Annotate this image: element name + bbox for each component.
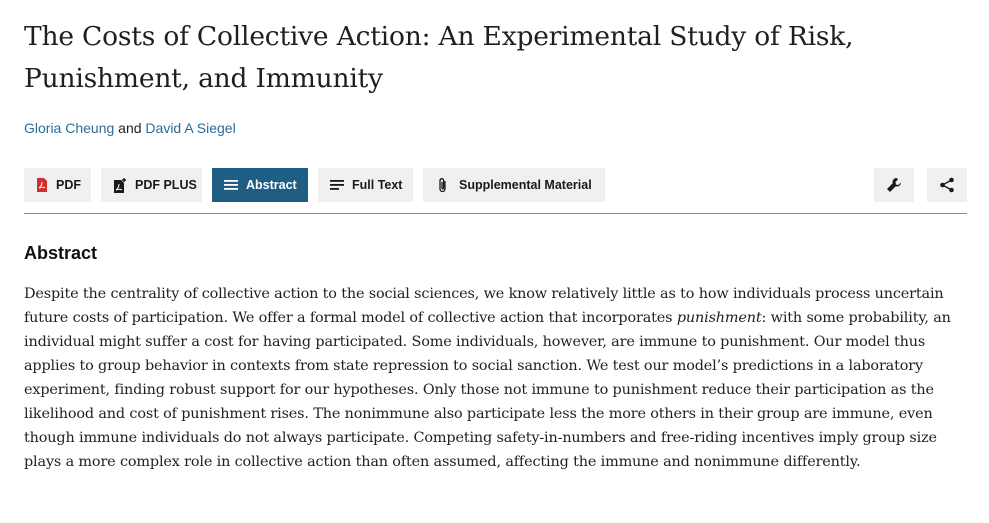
author-link-2[interactable]: David A Siegel: [145, 120, 236, 136]
pdf-plus-icon: [113, 177, 127, 193]
pdf-plus-button-label: PDF PLUS: [135, 178, 197, 192]
pdf-button[interactable]: [24, 168, 91, 202]
abstract-text: [24, 282, 969, 474]
paperclip-icon: [435, 177, 451, 193]
share-icon: [939, 177, 955, 193]
abstract-tab-label: Abstract: [246, 178, 297, 192]
tools-button[interactable]: [874, 168, 914, 202]
abstract-text-part-2: : with some probability, an individual might suffer a cost for having participated. Some individuals, however, are immune to punishment. Our model thus applies to group behavior in contexts from state repression to social sanction. We test our model’s predictions in a laboratory experiment, finding robust support for our hypotheses. Only those not immune to punishment reduce their participation as the likelihood and cost of punishment rises. The nonimmune also participate less the more others in their group are immune, even though immune individuals do not always participate. Competing safety-in-numbers and free-riding incentives imply group size plays a more complex role in collective action than often assumed, affecting the immune and nonimmune differently.: [24, 310, 951, 470]
abstract-text-part-1: Despite the centrality of collective action to the social sciences, we know relatively little as to how individuals process uncertain future costs of participation. We offer a formal model of collective action that incorporates: [24, 286, 944, 326]
pdf-button-label: PDF: [56, 178, 81, 192]
article-title: The Costs of Collective Action: An Experimental Study of Risk, Punishment, and Immunity: [24, 21, 854, 94]
pdf-icon: [36, 177, 48, 193]
abstract-heading: Abstract: [24, 243, 98, 263]
author-separator: and: [118, 120, 142, 136]
full-text-button[interactable]: [318, 168, 413, 202]
lines-icon: [224, 177, 238, 193]
wrench-icon: [886, 177, 902, 193]
text-lines-icon: [330, 177, 344, 193]
author-link-1[interactable]: Gloria Cheung: [24, 120, 115, 136]
supplemental-material-button-label: Supplemental Material: [459, 178, 592, 192]
pdf-plus-button[interactable]: [101, 168, 202, 202]
abstract-emphasis: punishment: [676, 310, 762, 326]
full-text-button-label: Full Text: [352, 178, 403, 192]
share-button[interactable]: [927, 168, 967, 202]
article-toolbar: [24, 168, 967, 214]
abstract-tab-button[interactable]: [212, 168, 308, 202]
supplemental-material-button[interactable]: [423, 168, 605, 202]
author-list: [24, 120, 236, 136]
